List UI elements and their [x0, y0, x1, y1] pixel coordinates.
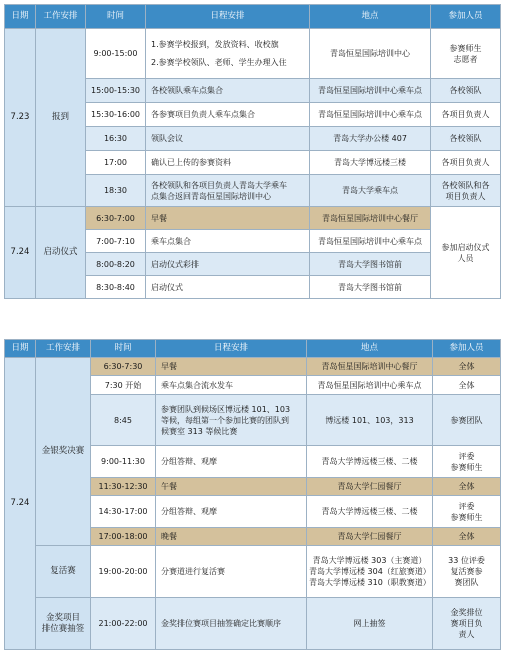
- place-line: 青岛大学博远楼 310（职教赛道）: [309, 578, 431, 587]
- participants-cell: [431, 207, 501, 299]
- place-cell: 青岛大学博远楼三楼、二楼: [307, 446, 433, 478]
- participants-line: 志愿者: [453, 54, 478, 64]
- place-cell: 青岛恒星国际培训中心乘车点: [310, 79, 431, 103]
- place-cell: 青岛大学仁园餐厅: [307, 528, 433, 546]
- place-cell: 青岛恒星国际培训中心: [310, 29, 431, 79]
- schedule-cell: 金奖排位赛项目抽签确定比赛顺序: [156, 598, 307, 650]
- work-cell: 报到: [36, 29, 86, 207]
- time-cell: 16:30: [86, 127, 146, 151]
- time-cell: 7:00-7:10: [86, 230, 146, 253]
- work-line: 金奖项目: [45, 612, 80, 623]
- time-cell: 11:30-12:30: [91, 478, 156, 496]
- time-cell: 19:00-20:00: [91, 546, 156, 598]
- participants-cell: [433, 598, 501, 650]
- table-row: [5, 358, 501, 376]
- participants-line: 复活赛参: [450, 567, 483, 576]
- time-cell: 9:00-15:00: [86, 29, 146, 79]
- schedule-cell: [146, 29, 310, 79]
- participants-cell: 各校领队: [431, 79, 501, 103]
- schedule-cell: 晚餐: [156, 528, 307, 546]
- participants-cell: 全体: [433, 358, 501, 376]
- table-header-row: [5, 5, 501, 29]
- time-cell: 17:00-18:00: [91, 528, 156, 546]
- header-time: 时间: [86, 5, 146, 29]
- table-row: [5, 207, 501, 230]
- schedule-cell: 分组答辩、观摩: [156, 496, 307, 528]
- schedule-cell: 各参赛项目负责人乘车点集合: [146, 103, 310, 127]
- place-cell: 博远楼 101、103，313: [307, 395, 433, 446]
- participants-line: 金奖排位: [450, 608, 483, 617]
- place-cell: 青岛恒星国际培训中心乘车点: [307, 376, 433, 395]
- participants-cell: [431, 29, 501, 79]
- participants-line: 参赛师生: [450, 512, 483, 522]
- place-line: 青岛大学博远楼 304（红旅赛道）: [309, 567, 431, 576]
- header-schedule: 日程安排: [156, 340, 307, 358]
- time-cell: 6:30-7:30: [91, 358, 156, 376]
- participants-cell: 各项目负责人: [431, 103, 501, 127]
- participants-cell: [431, 175, 501, 207]
- participants-cell: [433, 446, 501, 478]
- table-row: [5, 598, 501, 650]
- date-cell: 7.24: [5, 358, 36, 650]
- schedule-cell: 领队会议: [146, 127, 310, 151]
- time-cell: 17:00: [86, 151, 146, 175]
- participants-cell: [433, 496, 501, 528]
- schedule-cell: 确认已上传的参赛资料: [146, 151, 310, 175]
- participants-cell: 全体: [433, 528, 501, 546]
- participants-cell: [433, 546, 501, 598]
- place-cell: 青岛大学办公楼 407: [310, 127, 431, 151]
- time-cell: 21:00-22:00: [91, 598, 156, 650]
- place-cell: 青岛恒星国际培训中心乘车点: [310, 230, 431, 253]
- participants-cell: 全体: [433, 478, 501, 496]
- place-line: 青岛大学博远楼 303（主赛道）: [312, 556, 427, 565]
- schedule-line: 各校领队和各项目负责人青岛大学乘车: [151, 180, 287, 190]
- schedule-line: 等候，每组第一个参加比赛的团队到: [161, 415, 289, 425]
- participants-line: 责人: [458, 630, 475, 639]
- header-place: 地点: [310, 5, 431, 29]
- schedule-cell: 乘车点集合: [146, 230, 310, 253]
- participants-line: 赛项目负: [450, 619, 483, 628]
- work-cell: 复活赛: [36, 546, 91, 598]
- header-place: 地点: [307, 340, 433, 358]
- table-row: [5, 29, 501, 79]
- schedule-cell: 分组答辩、观摩: [156, 446, 307, 478]
- date-cell: 7.24: [5, 207, 36, 299]
- participants-cell: 全体: [433, 376, 501, 395]
- header-date: 日期: [5, 5, 36, 29]
- header-time: 时间: [91, 340, 156, 358]
- header-work: 工作安排: [36, 5, 86, 29]
- schedule-cell: 各校领队乘车点集合: [146, 79, 310, 103]
- time-cell: 15:00-15:30: [86, 79, 146, 103]
- header-date: 日期: [5, 340, 36, 358]
- place-cell: 青岛大学博远楼三楼、二楼: [307, 496, 433, 528]
- schedule-cell: 分赛道进行复活赛: [156, 546, 307, 598]
- schedule-cell: [146, 175, 310, 207]
- work-cell: 金银奖决赛: [36, 358, 91, 546]
- participants-line: 33 位评委: [448, 556, 485, 565]
- schedule-table-2: [4, 339, 501, 650]
- schedule-line: 候赛室 313 等候比赛: [161, 426, 238, 436]
- participants-cell: 各项目负责人: [431, 151, 501, 175]
- participants-line: 项目负责人: [445, 191, 486, 201]
- place-cell: 青岛大学图书馆前: [310, 276, 431, 299]
- place-cell: [307, 546, 433, 598]
- participants-line: 评委: [458, 501, 475, 511]
- header-participants: 参加人员: [431, 5, 501, 29]
- participants-cell: 各校领队: [431, 127, 501, 151]
- date-cell: 7.23: [5, 29, 36, 207]
- work-line: 排位赛抽签: [41, 623, 85, 634]
- schedule-table-1: [4, 4, 501, 299]
- header-work: 工作安排: [36, 340, 91, 358]
- schedule-line: 2.参赛学校领队、老师、学生办理入住: [151, 58, 287, 67]
- time-cell: 14:30-17:00: [91, 496, 156, 528]
- table-header-row: [5, 340, 501, 358]
- participants-line: 赛团队: [454, 578, 479, 587]
- place-cell: 青岛恒星国际培训中心餐厅: [307, 358, 433, 376]
- place-cell: 青岛大学仁园餐厅: [307, 478, 433, 496]
- schedule-cell: 午餐: [156, 478, 307, 496]
- participants-line: 参赛师生: [449, 43, 482, 53]
- schedule-cell: 早餐: [156, 358, 307, 376]
- header-schedule: 日程安排: [146, 5, 310, 29]
- time-cell: 7:30 开始: [91, 376, 156, 395]
- schedule-cell: 乘车点集合流水发车: [156, 376, 307, 395]
- participants-line: 各校领队和各: [441, 180, 490, 190]
- schedule-line: 点集合返回青岛恒星国际培训中心: [151, 191, 271, 201]
- participants-line: 人员: [457, 253, 474, 263]
- time-cell: 18:30: [86, 175, 146, 207]
- schedule-line: 参赛团队到候场区博远楼 101、103: [161, 404, 291, 414]
- time-cell: 8:45: [91, 395, 156, 446]
- time-cell: 8:30-8:40: [86, 276, 146, 299]
- participants-line: 参加启动仪式: [441, 242, 490, 252]
- schedule-cell: 启动仪式: [146, 276, 310, 299]
- participants-cell: 参赛团队: [433, 395, 501, 446]
- schedule-cell: 早餐: [146, 207, 310, 230]
- schedule-line: 1.参赛学校报到，发放资料、收校旗: [151, 40, 279, 49]
- schedule-cell: [156, 395, 307, 446]
- participants-line: 评委: [458, 451, 475, 461]
- place-cell: 青岛恒星国际培训中心乘车点: [310, 103, 431, 127]
- place-cell: 网上抽签: [307, 598, 433, 650]
- work-cell: 启动仪式: [36, 207, 86, 299]
- time-cell: 9:00-11:30: [91, 446, 156, 478]
- place-cell: 青岛恒星国际培训中心餐厅: [310, 207, 431, 230]
- time-cell: 6:30-7:00: [86, 207, 146, 230]
- time-cell: 8:00-8:20: [86, 253, 146, 276]
- time-cell: 15:30-16:00: [86, 103, 146, 127]
- participants-line: 参赛师生: [450, 462, 483, 472]
- table-row: [5, 546, 501, 598]
- header-participants: 参加人员: [433, 340, 501, 358]
- schedule-cell: 启动仪式彩排: [146, 253, 310, 276]
- place-cell: 青岛大学乘车点: [310, 175, 431, 207]
- work-cell: [36, 598, 91, 650]
- place-cell: 青岛大学图书馆前: [310, 253, 431, 276]
- place-cell: 青岛大学博远楼三楼: [310, 151, 431, 175]
